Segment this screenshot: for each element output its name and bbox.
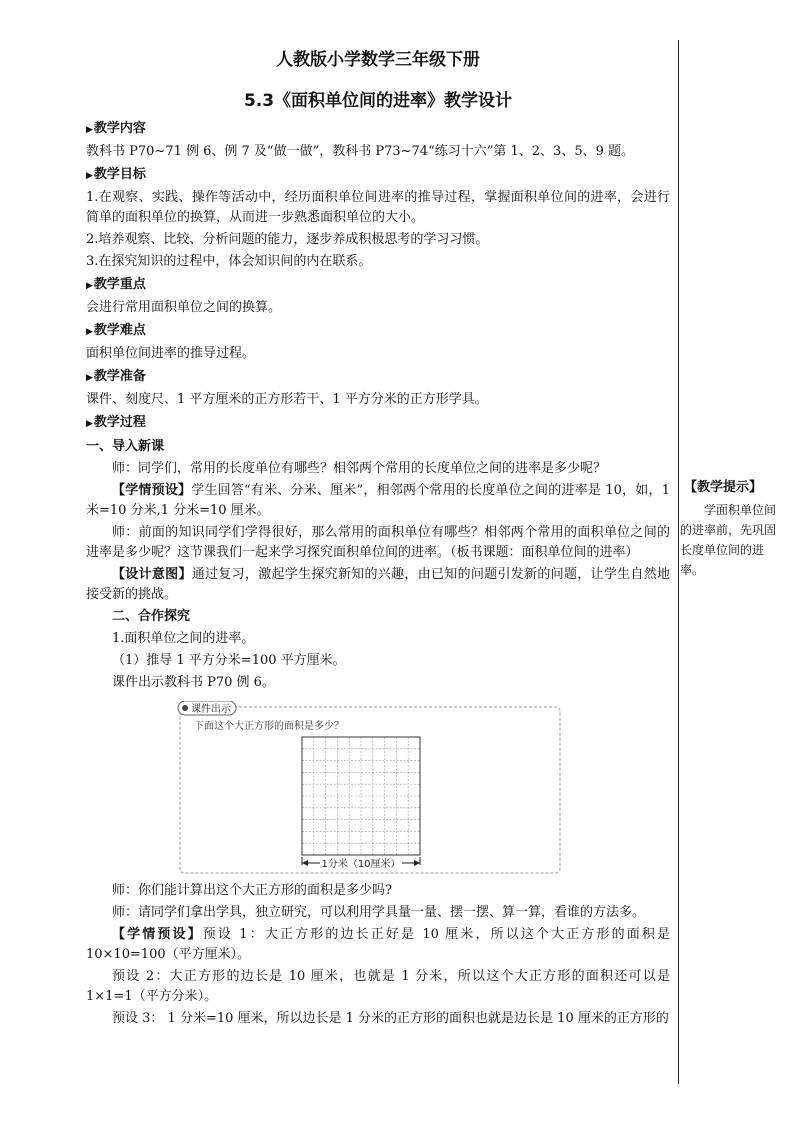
arrow-right-icon (414, 860, 420, 866)
goal-1: 1.在观察、实践、操作等活动中，经历面积单位间进率的推导过程，掌握面积单位间的进率，会进行简单的面积单位的换算，从而进一步熟悉面积单位的大小。 (86, 190, 670, 225)
sidebar-body: 学面积单位间的进率前，先巩固长度单位间的进率。 (680, 503, 777, 577)
section-heading-key: ▶教学重点 (86, 277, 146, 292)
triangle-bullet-icon: ▶ (86, 419, 93, 429)
sidebar-title: 【教学提示】 (684, 480, 763, 495)
dimension-label: 1分米（10厘米） (321, 859, 401, 870)
section-heading-goals: ▶教学目标 (86, 167, 146, 182)
part2-preset-1: 【学情预设】预设 1：大正方形的边长正好是 10 厘米，所以这个大正方形的面积是 10×10=100（平方厘米）。 (86, 927, 670, 962)
document-title: 人教版小学数学三年级下册 (276, 50, 480, 70)
content-text: 教科书 P70~71 例 6、例 7 及“做一做”，教科书 P73~74“练习十六”第 1、2、3、5、9 题。 (86, 144, 634, 159)
part2-step-2: （1）推导 1 平方分米=100 平方厘米。 (112, 653, 346, 668)
part1-preset: 【学情预设】学生回答“有米、分米、厘米”，相邻两个常用的长度单位之间的进率是 10，如，1 米=10 分米,1 分米=10 厘米。 (86, 483, 670, 518)
part1-design: 【设计意图】通过复习，激起学生探究新知的兴趣，由已知的问题引发新的问题，让学生自然地接受新的挑战。 (86, 567, 670, 602)
goal-3: 3.在探究知识的过程中，体会知识间的内在联系。 (86, 254, 372, 269)
margin-divider (678, 40, 679, 1084)
part2-heading: 二、合作探究 (112, 609, 191, 624)
section-heading-difficulty: ▶教学难点 (86, 323, 146, 338)
triangle-bullet-icon: ▶ (86, 125, 93, 135)
part2-step-3: 课件出示教科书 P70 例 6。 (112, 675, 275, 690)
triangle-bullet-icon: ▶ (86, 327, 93, 337)
arrow-left-icon (302, 860, 308, 866)
part2-question-3: 师：你们能计算出这个大正方形的面积是多少吗? (112, 883, 392, 898)
courseware-figure (176, 701, 564, 877)
grid-square-illustration (176, 701, 564, 877)
main-column (86, 46, 670, 1031)
square-grid (302, 737, 420, 865)
key-text: 会进行常用面积单位之间的换算。 (86, 300, 282, 315)
section-heading-prep: ▶教学准备 (86, 369, 146, 384)
part1-heading: 一、导入新课 (86, 439, 165, 454)
triangle-bullet-icon: ▶ (86, 171, 93, 181)
section-heading-content: ▶教学内容 (86, 121, 146, 136)
sidebar-note (680, 478, 780, 580)
triangle-bullet-icon: ▶ (86, 281, 93, 291)
goal-2: 2.培养观察、比较、分析问题的能力，逐步养成积极思考的学习习惯。 (86, 232, 489, 247)
part1-question-1: 师：同学们，常用的长度单位有哪些？相邻两个常用的长度单位之间的进率是多少呢？ (112, 461, 607, 476)
figure-badge: 课件出示 (191, 704, 231, 715)
section-heading-process: ▶教学过程 (86, 415, 146, 430)
figure-question: 下面这个大正方形的面积是多少？ (194, 721, 344, 732)
part2-step-1: 1.面积单位之间的进率。 (112, 631, 255, 646)
part2-question-4: 师：请同学们拿出学具，独立研究，可以利用学具量一量、摆一摆、算一算，看谁的方法多。 (112, 905, 646, 920)
part2-preset-3: 预设 3： 1 分米=10 厘米，所以边长是 1 分米的正方形的面积也就是边长是 10 厘米的正方形的 (112, 1011, 669, 1026)
triangle-bullet-icon: ▶ (86, 373, 93, 383)
difficulty-text: 面积单位间进率的推导过程。 (86, 346, 256, 361)
badge-dot-icon (182, 705, 188, 711)
part1-question-2: 师：前面的知识同学们学得很好，那么常用的面积单位有哪些？相邻两个常用的面积单位之间的进率是多少呢？这节课我们一起来学习探究面积单位间的进率。（板书课题：面积单位间的进率） (86, 525, 670, 560)
prep-text: 课件、刻度尺、1 平方厘米的正方形若干、1 平方分米的正方形学具。 (86, 392, 488, 407)
part2-preset-2: 预设 2：大正方形的边长是 10 厘米，也就是 1 分米，所以这个大正方形的面积还可以是 1×1=1（平方分米）。 (86, 969, 670, 1004)
document-subtitle: 5.3《面积单位间的进率》教学设计 (243, 91, 513, 111)
